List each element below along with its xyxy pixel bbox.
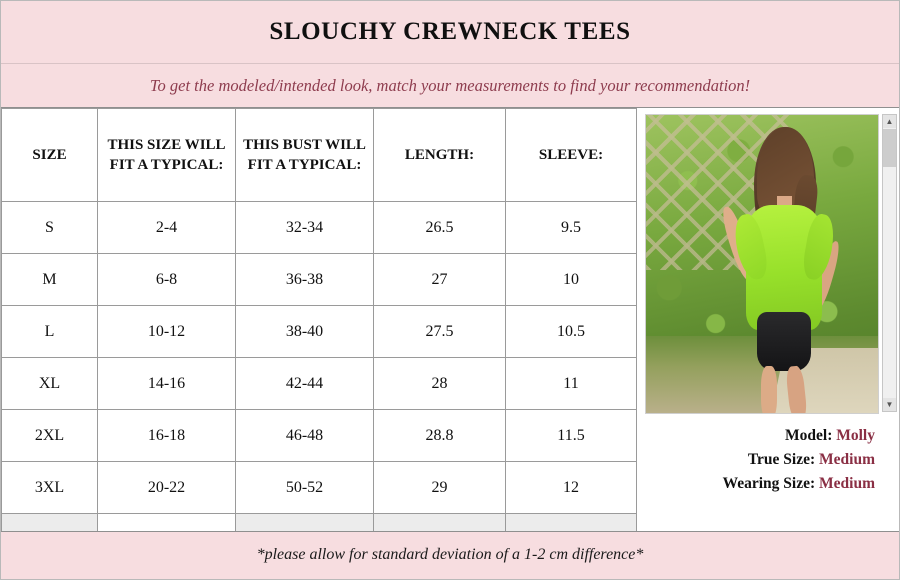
table-row xyxy=(2,306,637,358)
subtitle-text: To get the modeled/intended look, match your measurements to find your recommendation! xyxy=(149,75,751,95)
cell-size: XL xyxy=(2,358,98,410)
page-title: SLOUCHY CREWNECK TEES xyxy=(269,17,631,45)
content-area xyxy=(1,108,899,531)
footer-banner xyxy=(1,531,899,579)
table-row xyxy=(2,462,637,514)
model-name-value: Molly xyxy=(836,427,875,445)
cell-bust-fit: 50-52 xyxy=(236,462,374,514)
cell-sleeve: 11.5 xyxy=(506,410,637,462)
cell-size-fit: 2-4 xyxy=(98,202,236,254)
cell-size: S xyxy=(2,202,98,254)
scrollbar-thumb[interactable] xyxy=(883,129,896,167)
cell-size-fit: 20-22 xyxy=(98,462,236,514)
cell-size: L xyxy=(2,306,98,358)
cell-bust-fit: 38-40 xyxy=(236,306,374,358)
cell-length: 26.5 xyxy=(374,202,506,254)
cell-bust-fit: 32-34 xyxy=(236,202,374,254)
cell-size-fit: 14-16 xyxy=(98,358,236,410)
cell-size: 2XL xyxy=(2,410,98,462)
black-shorts xyxy=(757,312,811,372)
model-panel xyxy=(637,108,899,531)
column-header-bust-fit: THIS BUST WILL FIT A TYPICAL: xyxy=(236,109,374,202)
size-table xyxy=(1,108,637,566)
cell-sleeve: 11 xyxy=(506,358,637,410)
cell-bust-fit: 42-44 xyxy=(236,358,374,410)
column-header-size-fit: THIS SIZE WILL FIT A TYPICAL: xyxy=(98,109,236,202)
deviation-note: *please allow for standard deviation of a 1-2 cm difference* xyxy=(256,546,644,564)
table-row xyxy=(2,358,637,410)
table-row xyxy=(2,410,637,462)
cell-size: 3XL xyxy=(2,462,98,514)
cell-size: M xyxy=(2,254,98,306)
model-true-size-label: True Size: xyxy=(747,451,816,469)
vertical-scrollbar[interactable] xyxy=(882,114,897,412)
cell-sleeve: 12 xyxy=(506,462,637,514)
cell-sleeve: 9.5 xyxy=(506,202,637,254)
model-true-size-value: Medium xyxy=(819,451,875,469)
model-details xyxy=(645,424,875,496)
cell-length: 27.5 xyxy=(374,306,506,358)
scroll-up-arrow-icon[interactable]: ▲ xyxy=(883,115,896,128)
cell-length: 29 xyxy=(374,462,506,514)
model-photo xyxy=(645,114,879,414)
subtitle-banner xyxy=(1,64,899,108)
model-figure xyxy=(725,115,860,413)
cell-bust-fit: 36-38 xyxy=(236,254,374,306)
cell-bust-fit: 46-48 xyxy=(236,410,374,462)
cell-size-fit: 6-8 xyxy=(98,254,236,306)
cell-length: 28 xyxy=(374,358,506,410)
model-wearing-size-label: Wearing Size: xyxy=(722,475,816,493)
title-banner xyxy=(1,1,899,64)
table-row xyxy=(2,202,637,254)
model-left-leg xyxy=(761,366,777,414)
model-name-label: Model: xyxy=(785,427,833,445)
cell-size-fit: 16-18 xyxy=(98,410,236,462)
column-header-size: SIZE xyxy=(2,109,98,202)
table-row xyxy=(2,254,637,306)
model-right-leg xyxy=(785,365,808,413)
column-header-sleeve: SLEEVE: xyxy=(506,109,637,202)
model-photo-image xyxy=(646,115,878,413)
model-wearing-size-row xyxy=(645,472,875,496)
cell-sleeve: 10 xyxy=(506,254,637,306)
size-table-container xyxy=(1,108,637,531)
cell-length: 27 xyxy=(374,254,506,306)
cell-length: 28.8 xyxy=(374,410,506,462)
table-header-row xyxy=(2,109,637,202)
model-true-size-row xyxy=(645,448,875,472)
column-header-length: LENGTH: xyxy=(374,109,506,202)
cell-size-fit: 10-12 xyxy=(98,306,236,358)
model-name-row xyxy=(645,424,875,448)
model-wearing-size-value: Medium xyxy=(819,475,875,493)
cell-sleeve: 10.5 xyxy=(506,306,637,358)
scroll-down-arrow-icon[interactable]: ▼ xyxy=(883,398,896,411)
